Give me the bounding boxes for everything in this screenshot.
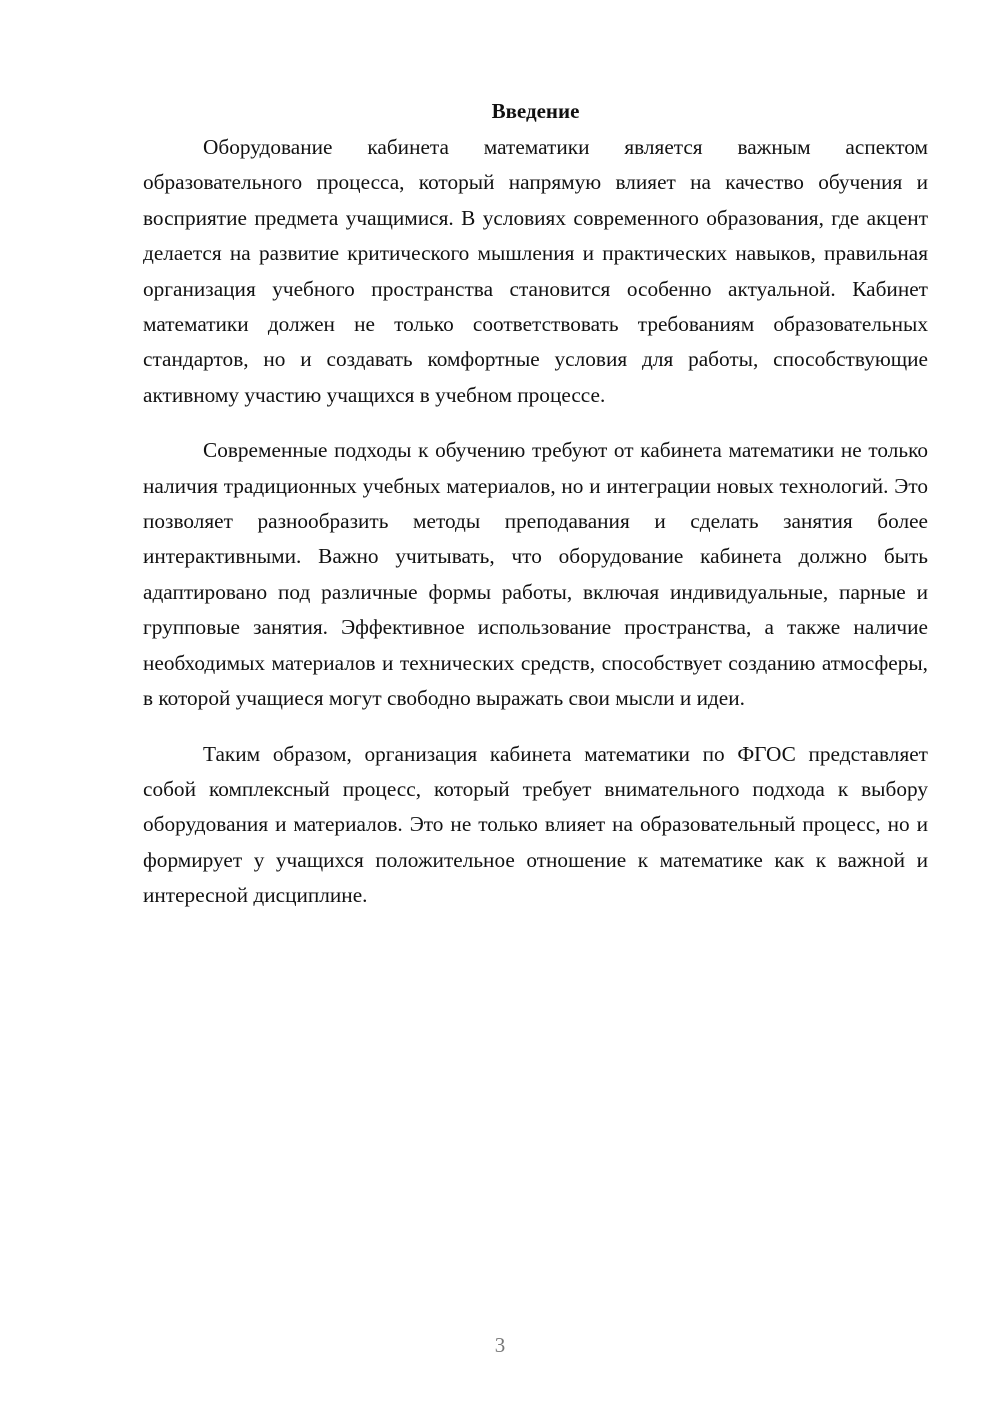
paragraph-2: Современные подходы к обучению требуют от кабинета математики не только наличия традиционных учебных материалов, но и интеграции новых технологий. Это позволяет разнообразить методы преподавания и сделать занятия более интерактивными. Важно учитывать, что оборудование кабинета должно быть адаптировано под различные формы работы, включая индивидуальные, парные и групповые занятия. Эффективное использование пространства, а также наличие необходимых материалов и технических средств, способствует созданию атмосферы, в которой учащиеся могут свободно выражать свои мысли и идеи. (143, 438, 928, 711)
section-heading: Введение (491, 99, 580, 123)
page-number: 3 (494, 1333, 506, 1357)
paragraph-3: Таким образом, организация кабинета математики по ФГОС представляет собой комплексный процесс, который требует внимательного подхода к выбору оборудования и материалов. Это не только влияет на образовательный процесс, но и формирует у учащихся положительное отношение к математике как к важной и интересной дисциплине. (143, 741, 928, 908)
page-content (143, 96, 928, 934)
paragraph-1: Оборудование кабинета математики является важным аспектом образовательного процесса, который напрямую влияет на качество обучения и восприятие предмета учащимися. В условиях современного образования, где акцент делается на развитие критического мышления и практических навыков, правильная организация учебного пространства становится особенно актуальной. Кабинет математики должен не только соответствовать требованиям образовательных стандартов, но и создавать комфортные условия для работы, способствующие активному участию учащихся в учебном процессе. (143, 135, 928, 407)
